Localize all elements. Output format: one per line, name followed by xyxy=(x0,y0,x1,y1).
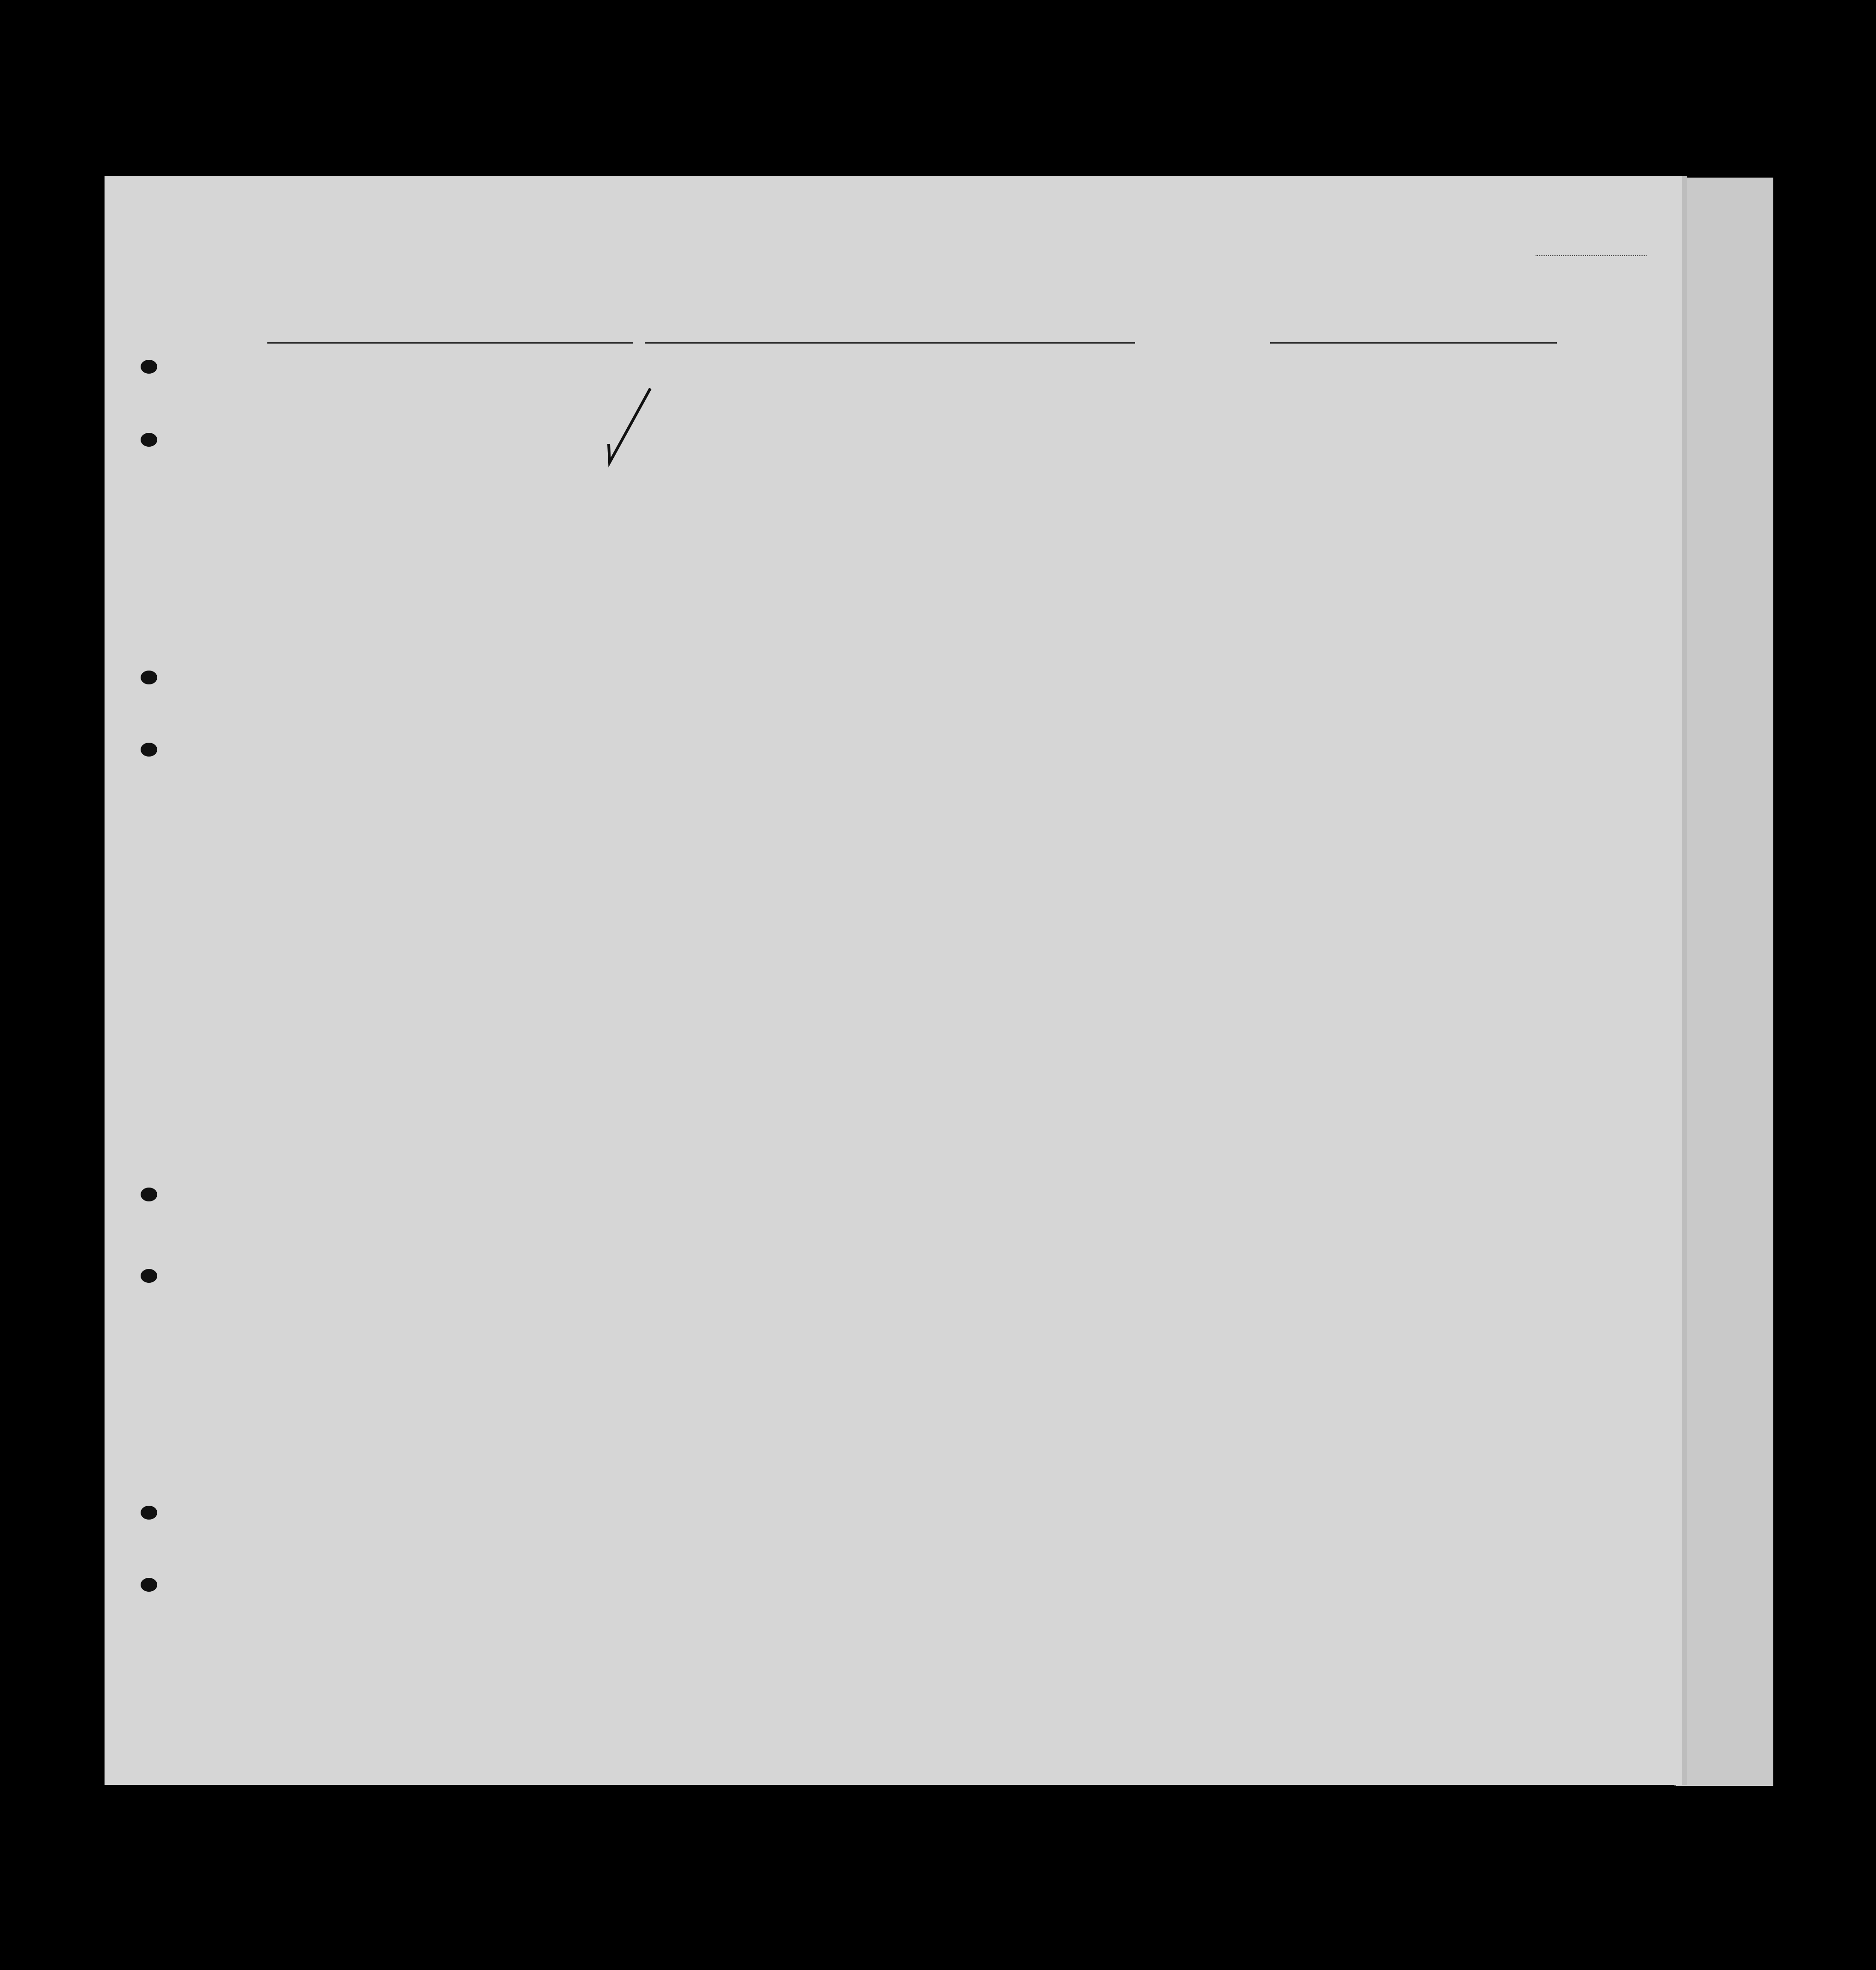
underlying-sheet xyxy=(1674,178,1773,1786)
punch-hole xyxy=(141,1578,157,1592)
punch-hole xyxy=(141,1269,157,1283)
handwritten-check-mark xyxy=(105,176,1686,1785)
punch-hole xyxy=(141,433,157,447)
manifest-sheet xyxy=(105,176,1686,1785)
punch-hole xyxy=(141,360,157,374)
punch-hole xyxy=(141,671,157,684)
punch-hole xyxy=(141,743,157,757)
punch-hole xyxy=(141,1188,157,1201)
punch-hole xyxy=(141,1506,157,1520)
